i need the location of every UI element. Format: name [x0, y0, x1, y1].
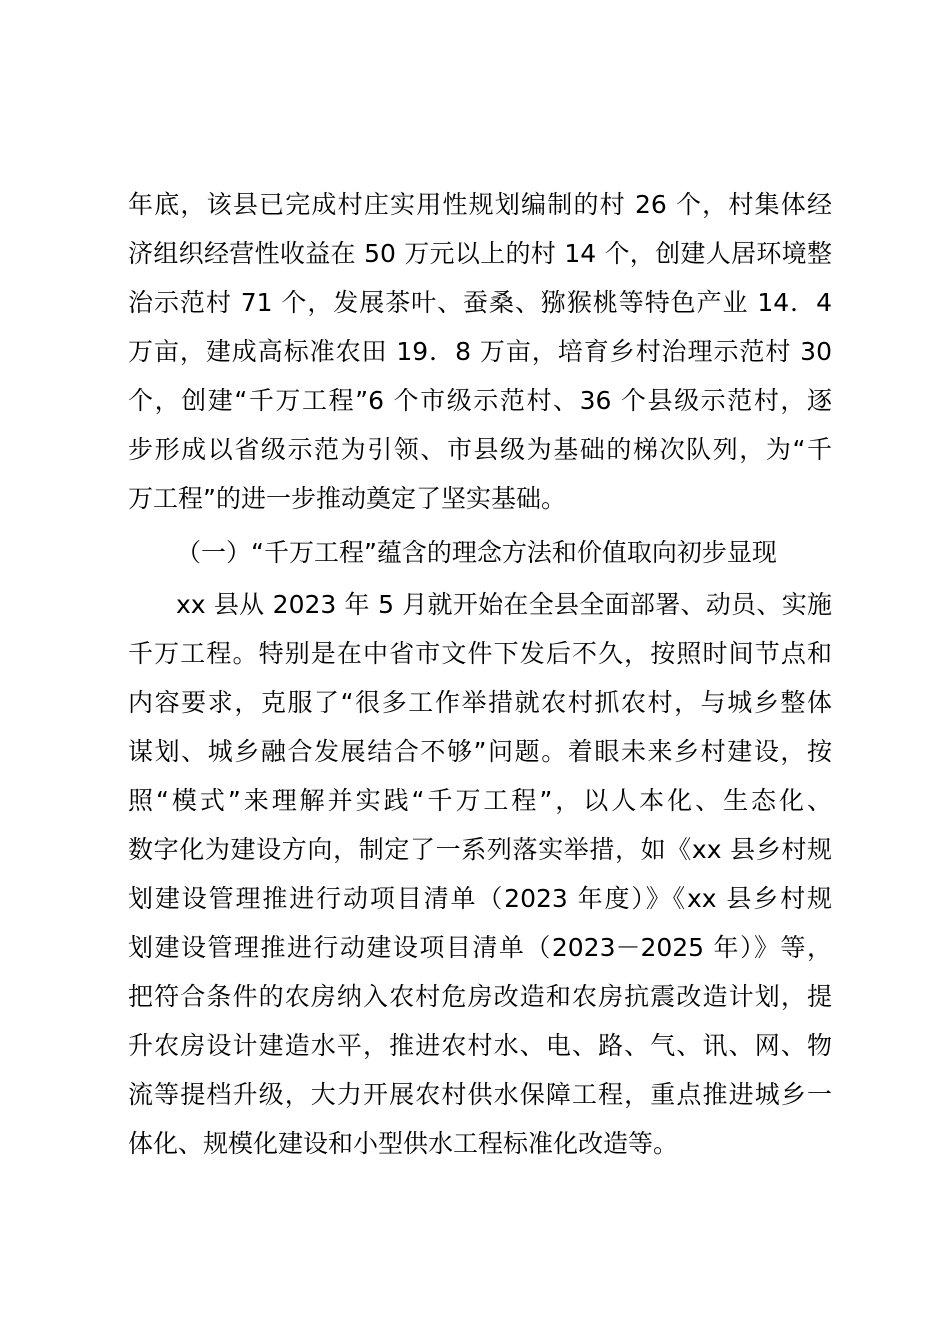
paragraph-line: 照“模式”来理解并实践“千万工程”，以人本化、生态化、	[128, 786, 832, 815]
paragraph-line: 升农房设计建造水平，推进农村水、电、路、气、讯、网、物	[128, 1031, 832, 1060]
paragraph-line: 年底，该县已完成村庄实用性规划编制的村 26 个，村集体经	[128, 190, 832, 219]
paragraph-line: 千万工程。特别是在中省市文件下发后不久，按照时间节点和	[128, 639, 832, 668]
paragraph-line: 数字化为建设方向，制定了一系列落实举措，如《xx 县乡村规	[128, 835, 832, 864]
paragraph-line: 流等提档升级，大力开展农村供水保障工程，重点推进城乡一	[128, 1080, 832, 1109]
paragraph-line: 济组织经营性收益在 50 万元以上的村 14 个，创建人居环境整	[128, 239, 832, 268]
paragraph-line: 划建设管理推进行动建设项目清单（2023－2025 年）》等，	[128, 933, 832, 962]
paragraph-line: 谋划、城乡融合发展结合不够”问题。着眼未来乡村建设，按	[128, 737, 832, 766]
paragraph-line: 个，创建“千万工程”6 个市级示范村、36 个县级示范村，逐	[128, 386, 832, 415]
paragraph-line: 万亩，建成高标准农田 19．8 万亩，培育乡村治理示范村 30	[128, 337, 832, 366]
paragraph-line: 内容要求，克服了“很多工作举措就农村抓农村，与城乡整体	[128, 688, 832, 717]
paragraph-line: xx 县从 2023 年 5 月就开始在全县全面部署、动员、实施	[176, 590, 832, 619]
paragraph-line: 划建设管理推进行动项目清单（2023 年度）》《xx 县乡村规	[128, 884, 832, 913]
paragraph-line: 万工程”的进一步推动奠定了坚实基础。	[128, 484, 566, 513]
paragraph-line: 把符合条件的农房纳入农村危房改造和农房抗震改造计划，提	[128, 982, 832, 1011]
paragraph-line: 治示范村 71 个，发展茶叶、蚕桑、猕猴桃等特色产业 14．4	[128, 288, 832, 317]
paragraph-line: 步形成以省级示范为引领、市县级为基础的梯次队列，为“千	[128, 435, 832, 464]
section-heading-text: （一）“千万工程”蕴含的理念方法和价值取向初步显现	[176, 538, 777, 567]
paragraph-line: 体化、规模化建设和小型供水工程标准化改造等。	[128, 1129, 679, 1158]
